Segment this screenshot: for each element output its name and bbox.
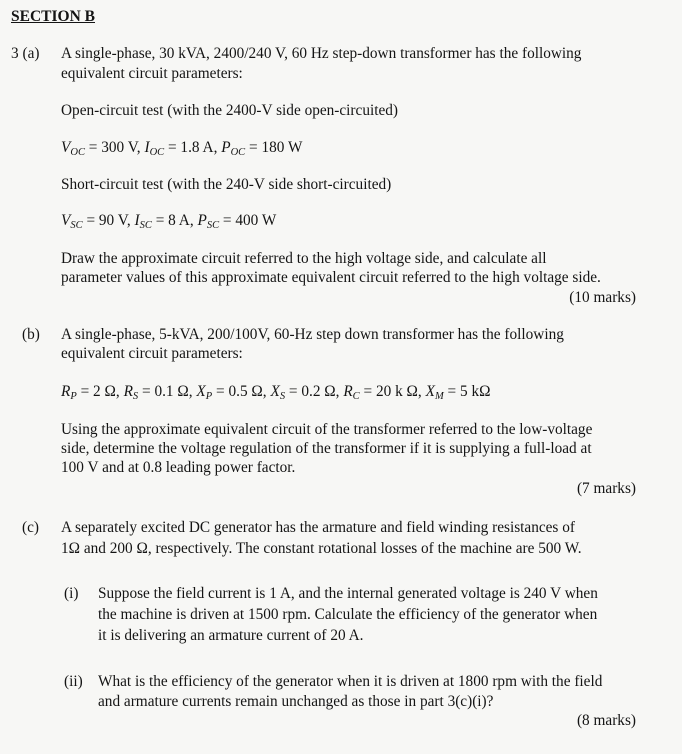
oc-power-value: = 180 W — [249, 139, 303, 156]
q3a-intro-line1: A single-phase, 30 kVA, 2400/240 V, 60 Hz step-down transformer has the following — [61, 45, 582, 62]
q3a-oc-values: $V_{OC} = 300$ V, $I_{OC} = 1.8$ A, $P_{OC} = 180$ W — [61, 139, 303, 158]
q3a-intro-line2: equivalent circuit parameters: — [61, 65, 243, 82]
q3c-i-line3: it is delivering an armature current of 20 A. — [98, 627, 364, 644]
q3a-task-line2: parameter values of this approximate equivalent circuit referred to the high voltage side. — [61, 269, 601, 286]
q3c-i-line1: Suppose the field current is 1 A, and the internal generated voltage is 240 V when — [98, 585, 598, 602]
sc-current-value: = 8 A, — [155, 212, 198, 229]
q3c-i-label: (i) — [64, 585, 79, 602]
q3a-task-line1: Draw the approximate circuit referred to the high voltage side, and calculate all — [61, 250, 547, 267]
q3c-marks: (8 marks) — [576, 712, 636, 729]
q3c-intro-line1: A separately excited DC generator has the armature and field winding resistances of — [61, 519, 575, 536]
q3a-sc-values: $V_{SC} = 90$ V, $I_{SC} = 8$ A, $P_{SC} = 400$ W — [61, 212, 277, 231]
q3b-params: $R_P = 2$ Ω, $R_S = 0.1$ Ω, $X_P = 0.5$ Ω, $X_S = 0.2$ Ω, $R_C = 20$ k Ω, $X_M = 5$ kΩ — [61, 383, 491, 402]
param-xp: = 0.5 Ω, — [216, 383, 271, 400]
q3b-task-line3: 100 V and at 0.8 leading power factor. — [61, 459, 296, 476]
question-3b-number: (b) — [22, 326, 40, 343]
q3c-i-line2: the machine is driven at 1500 rpm. Calculate the efficiency of the generator when — [98, 606, 598, 623]
param-xm: = 5 kΩ — [447, 383, 491, 400]
q3b-task-line2: side, determine the voltage regulation of the transformer if it is supplying a full-load at — [61, 440, 592, 457]
sc-power-value: = 400 W — [222, 212, 277, 229]
q3a-oc-heading: Open-circuit test (with the 2400-V side open-circuited) — [61, 102, 398, 119]
q3c-ii-label: (ii) — [64, 673, 83, 690]
question-3a-number: 3 (a) — [11, 45, 40, 62]
param-rs: = 0.1 Ω, — [142, 383, 197, 400]
q3c-ii-line1: What is the efficiency of the generator when it is driven at 1800 rpm with the field — [98, 673, 603, 690]
oc-current-value: = 1.8 A, — [167, 139, 222, 156]
param-xs: = 0.2 Ω, — [288, 383, 344, 400]
question-3c-number: (c) — [22, 519, 39, 536]
q3c-ii-line2: and armature currents remain unchanged as those in part 3(c)(i)? — [98, 693, 494, 710]
q3c-intro-line2: 1Ω and 200 Ω, respectively. The constant rotational losses of the machine are 500 W. — [61, 540, 582, 557]
q3a-sc-heading: Short-circuit test (with the 240-V side short-circuited) — [61, 176, 392, 193]
section-title: SECTION B — [11, 8, 95, 25]
q3a-marks: (10 marks) — [569, 289, 636, 306]
q3b-intro-line1: A single-phase, 5-kVA, 200/100V, 60-Hz step down transformer has the following — [61, 326, 564, 343]
q3b-intro-line2: equivalent circuit parameters: — [61, 345, 243, 362]
param-rp: = 2 Ω, — [80, 383, 124, 400]
q3b-marks: (7 marks) — [576, 480, 636, 497]
param-rc: = 20 k Ω, — [363, 383, 426, 400]
oc-voltage-value: = 300 V, — [88, 139, 145, 156]
sc-voltage-value: = 90 V, — [86, 212, 135, 229]
q3b-task-line1: Using the approximate equivalent circuit of the transformer referred to the low-voltage — [61, 421, 593, 438]
